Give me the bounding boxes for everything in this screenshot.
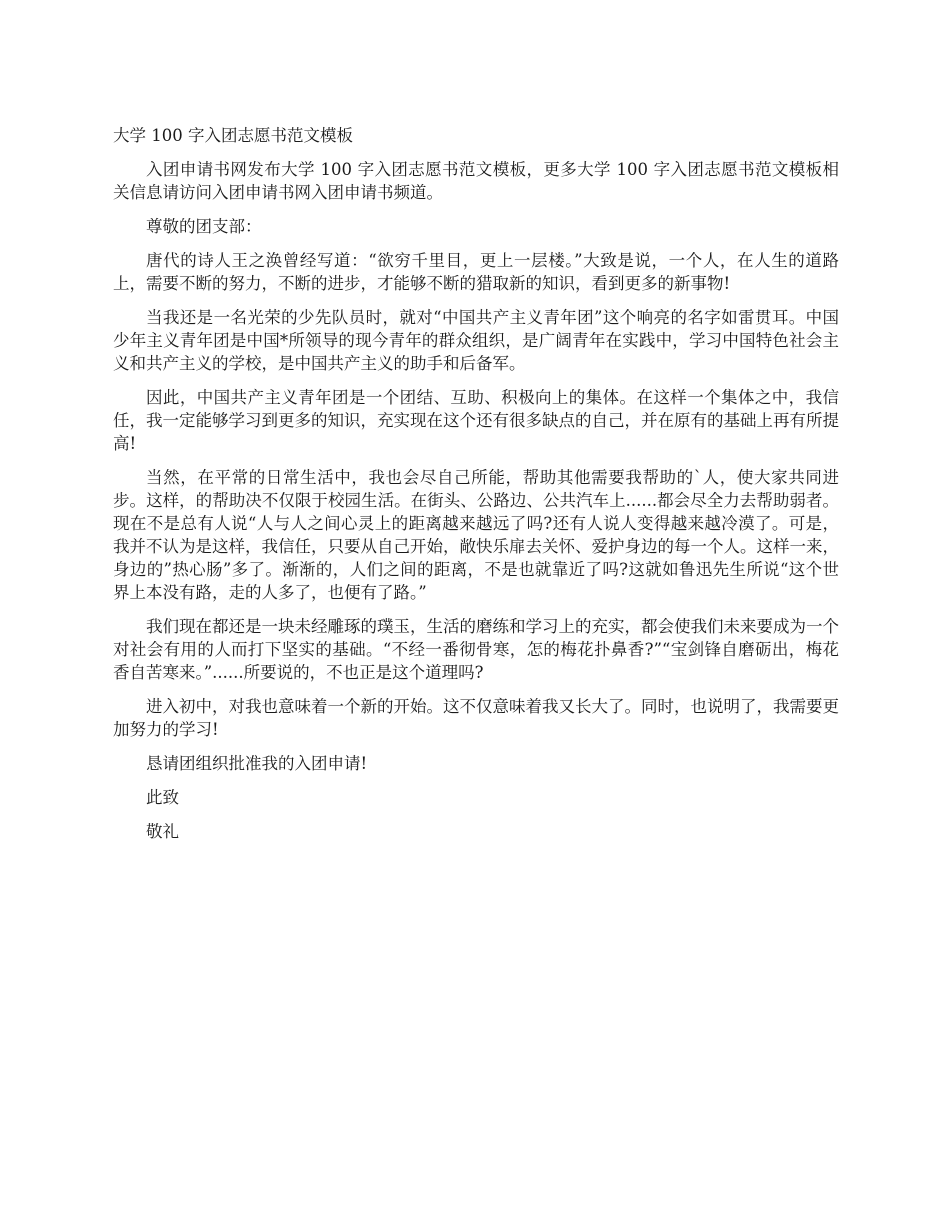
body-paragraph: 当然，在平常的日常生活中，我也会尽自己所能，帮助其他需要我帮助的`人，使大家共同进步。这样，的帮助决不仅限于校园生活。在街头、公路边、公共汽车上......都会尽全力去帮助弱者。现在不是总有人说“人与人之间心灵上的距离越来越远了吗?还有人说人变得越来越冷漠了。可是，我并不认为是这样，我信任，只要从自己开始，敞快乐扉去关怀、爱护身边的每一个人。这样一来，身边的”热心肠”多了。渐渐的，人们之间的距离，不是也就靠近了吗?这就如鲁迅先生所说“这个世界上本没有路，走的人多了，也便有了路。”: [113, 468, 839, 602]
body-paragraph: 唐代的诗人王之涣曾经写道：“欲穷千里目，更上一层楼。”大致是说，一个人，在人生的道路上，需要不断的努力，不断的进步，才能够不断的猎取新的知识，看到更多的新事物!: [113, 251, 839, 293]
request-line: 恳请团组织批准我的入团申请!: [146, 754, 368, 773]
document-body: [113, 124, 839, 854]
body-paragraph: 因此，中国共产主义青年团是一个团结、互助、积极向上的集体。在这样一个集体之中，我信任，我一定能够学习到更多的知识，充实现在这个还有很多缺点的自己，并在原有的基础上再有所提高!: [113, 388, 839, 453]
body-paragraph: 进入初中，对我也意味着一个新的开始。这不仅意味着我又长大了。同时，也说明了，我需要更加努力的学习!: [113, 697, 839, 739]
regards-line: 敬礼: [146, 822, 179, 841]
body-paragraph: 我们现在都还是一块未经雕琢的璞玉，生活的磨练和学习上的充实，都会使我们未来要成为一个对社会有用的人而打下坚实的基础。“不经一番彻骨寒，怎的梅花扑鼻香?”“宝剑锋自磨砺出，梅花香自苦寒来。”......所要说的，不也正是这个道理吗?: [113, 617, 839, 682]
body-paragraph: 当我还是一名光荣的少先队员时，就对“中国共产主义青年团”这个响亮的名字如雷贯耳。中国少年主义青年团是中国*所领导的现今青年的群众组织，是广阔青年在实践中，学习中国特色社会主义和共产主义的学校，是中国共产主义的助手和后备军。: [113, 308, 839, 373]
closing-line: 此致: [146, 788, 179, 807]
salutation: 尊敬的团支部：: [146, 217, 262, 236]
document-title: 大学 100 字入团志愿书范文模板: [113, 126, 353, 145]
intro-paragraph: 入团申请书网发布大学 100 字入团志愿书范文模板，更多大学 100 字入团志愿书范文模板相关信息请访问入团申请书网入团申请书频道。: [113, 160, 839, 202]
